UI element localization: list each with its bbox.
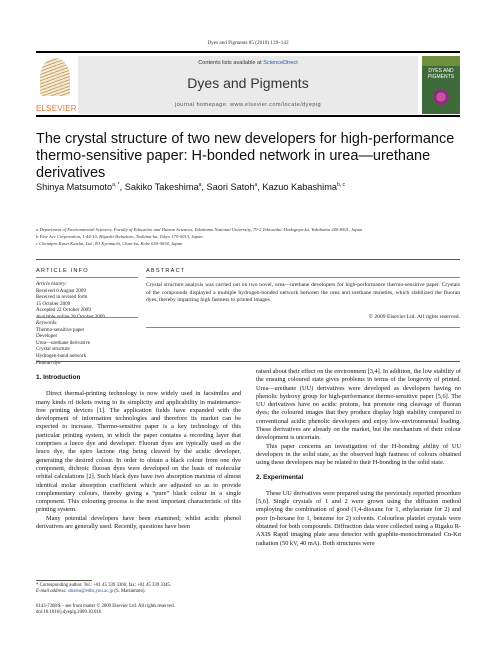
article-history [36,281,138,321]
doi-link[interactable]: doi:10.1016/j.dyepig.2009.10.016 [36,610,102,616]
author-affiliation-mark: a [254,182,258,188]
article-title: The crystal structure of two new developers for high-performance thermo-sensitive paper: H-bonded network in urea—urethane derivatives [36,131,455,181]
history-item: Received 6 August 2009 [36,287,86,294]
journal-name: Dyes and Pigments [187,75,309,91]
publisher-logo-text: ELSEVIER [36,104,77,113]
contents-line [78,60,418,66]
copyright-notice: © 2009 Elsevier Ltd. All rights reserved. [368,314,460,320]
history-item: Accepted 22 October 2009 [36,307,91,314]
tree-logo-icon [40,58,70,96]
cover-title: DYES AND PIGMENTS [427,68,455,80]
body-column-left [36,368,241,531]
divider [36,259,460,260]
contents-prefix: Contents lists available at [198,60,262,66]
keyword: Crystal structure [36,346,70,353]
journal-cover-image [422,56,460,114]
journal-reference: Dyes and Pigments 85 (2010) 139–142 [207,40,289,46]
journal-homepage-link[interactable]: journal homepage: www.elsevier.com/locate/dyepig [174,102,322,108]
footnote-divider [36,580,92,581]
keyword: Fluoran dye [36,359,61,366]
cover-band [422,56,460,66]
author-name[interactable]: Sakiko Takeshima [124,182,199,193]
history-label: Article history: [36,281,67,287]
corresponding-author-contact: * Corresponding author. Tel.: +81 45 339 3366; fax: +81 45 339 3345. [36,583,172,588]
elsevier-logo [36,56,77,114]
journal-masthead [36,51,460,117]
body-paragraph: Direct thermal-printing technology is now widely used in facsimiles and many kinds of tickets owing to its simplicity and applicability in maintenance-free printing devices [1]. The application fields have expanded with the development of information technologies and therefore its market can be expected to increase. Thermo-sensitive paper is a key technology of this particular printing system, in which the paper contains a recording layer that comprises a lueco dye and developer. Fluoran dyes are typically used as the leuco dye, the spiro lactone ring being cleaved by the acidic developer, generating the desired colour. In order to obtain a black colour from one dye component, dichroic fluoran dyes were developed on the basis of molecular orbital calculations [2]. Such black dyes have two absorption maxima of almost identical molar absorption coefficient which are adjusted so as to provide complementary colours, thereby giving a “pure” black colour in a single component. This colouring process is the most important characteristic of this printing system. [36,390,241,514]
divider [146,277,460,278]
keywords-list [36,320,138,366]
section-heading-experimental: 2. Experimental [256,473,304,481]
keywords-label: Keywords: [36,320,58,326]
author-affiliation-mark: a [198,182,202,188]
author-list: Shinya Matsumoto$^{a, *}$, Sakiko Takeshima$^a$, Saori Satoh$^a$, Kazuo Kabashima$^{b, c}$ [36,182,346,193]
keyword: Hydrogen-bond network [36,352,87,359]
issn-line: 0143-7208/$ – see front matter © 2009 Elsevier Ltd. All rights reserved. [36,604,175,609]
history-item: 15 October 2009 [36,300,71,307]
divider [36,277,138,278]
email-label: E-mail address: [36,589,67,595]
author-email-link[interactable]: smatsu@edhs.ynu.ac.jp [67,589,114,595]
article-info-heading: ARTICLE INFO [36,268,89,274]
author-affiliation-mark: a, * [112,182,120,188]
body-paragraph: raised about their effect on the environment [3,4]. In addition, the low stability of the ensuing coloured state gives problems in terms of the longevity of printed. Urea—urethane (UU) derivatives were developed as developers having no phenolic hydroxy group for high-performance thermo-sensitive paper [5,6]. The UU derivatives have no acidic protons, but promote ring cleavage of fluoran dyes; the coloured images that they produce display high stability compared to conventional acidic phenolic developers and enjoy low-environmental loading. These derivatives are already on the market, but the mechanism of their colour development is uncertain. [256,368,461,442]
history-item: Available online 28 October 2009 [36,313,105,320]
section-heading-introduction: 1. Introduction [36,374,81,381]
cover-art [430,86,452,108]
author-affiliation-mark: b, c [336,182,346,188]
sciencedirect-link[interactable]: ScienceDirect [263,60,298,66]
keyword: Thermo-sensitive paper [36,326,85,333]
keyword: Urea—urethane derivative [36,339,91,346]
email-suffix: (S. Matsumoto). [114,589,146,595]
issn-doi-block [36,604,241,617]
body-column-right [256,368,461,548]
masthead-center [78,56,418,114]
history-item: Received in revised form [36,294,88,301]
keyword: Developer [36,333,58,340]
divider [146,327,460,328]
corresponding-author-footnote [36,583,241,596]
author-name[interactable]: Shinya Matsumoto [36,182,113,193]
author-name[interactable]: Saori Satoh [206,182,255,193]
affiliation: a Department of Environmental Sciences, Faculty of Education and Human Sciences, Yokohama National University, 79-2 Tokiwadai, Hodogaya-ku, Yokohama 240-8501, Japan [36,227,363,232]
abstract-heading: ABSTRACT [146,268,186,274]
body-paragraph: This paper concerns an investigation of the H-bonding ability of UU developers in the solid state, as the observed high fastness of colours obtained using these developers may be related to their H-bonding in the solid state. [256,442,461,467]
divider [36,317,138,318]
author-name[interactable]: Kazuo Kabashima [262,182,337,193]
divider [36,361,460,362]
abstract-text: Crystal structure analysis was carried out on two novel, urea—urethane developers for high-performance thermo-sensitive paper. Crystals of the compounds displayed a multiple hydrogen-bonded network between the urea and urethane moieties, which stabilized the fluoran dyes, thereby imparting high fastness to printed images. [146,282,460,304]
body-paragraph: Many potential developers have been examined; whilst acidic phenol derivatives are generally used. Recently, questions have been [36,514,241,531]
affiliation: c Chemipro Kasei Kaisha, Ltd., R3 Kyomachi, Chuo-ku, Kobe 650-0034, Japan [36,241,183,246]
body-paragraph: These UU derivatives were prepared using the previously reported procedure [5,6]. Single crystals of 1 and 2 were grown using the diffusion method employing the combination of good (1,4-dioxane for 1, ethylacetate for 2) and poor (n-hexane for 1, benzene for 2) solvents. Colourless platelet crystals were obtained for both compounds. Diffraction data were collected using a Rigaku R-AXIS Rapid imaging plate area detector with graphite-monochromated Cu-Kα radiation (50 kV, 40 mA). Both structures were [256,489,461,547]
affiliation: b Fine Ace Corporation, 1-44-10, Higashi-Ikebukuro, Toshima-ku, Tokyo 170-0013, Japan [36,234,203,239]
